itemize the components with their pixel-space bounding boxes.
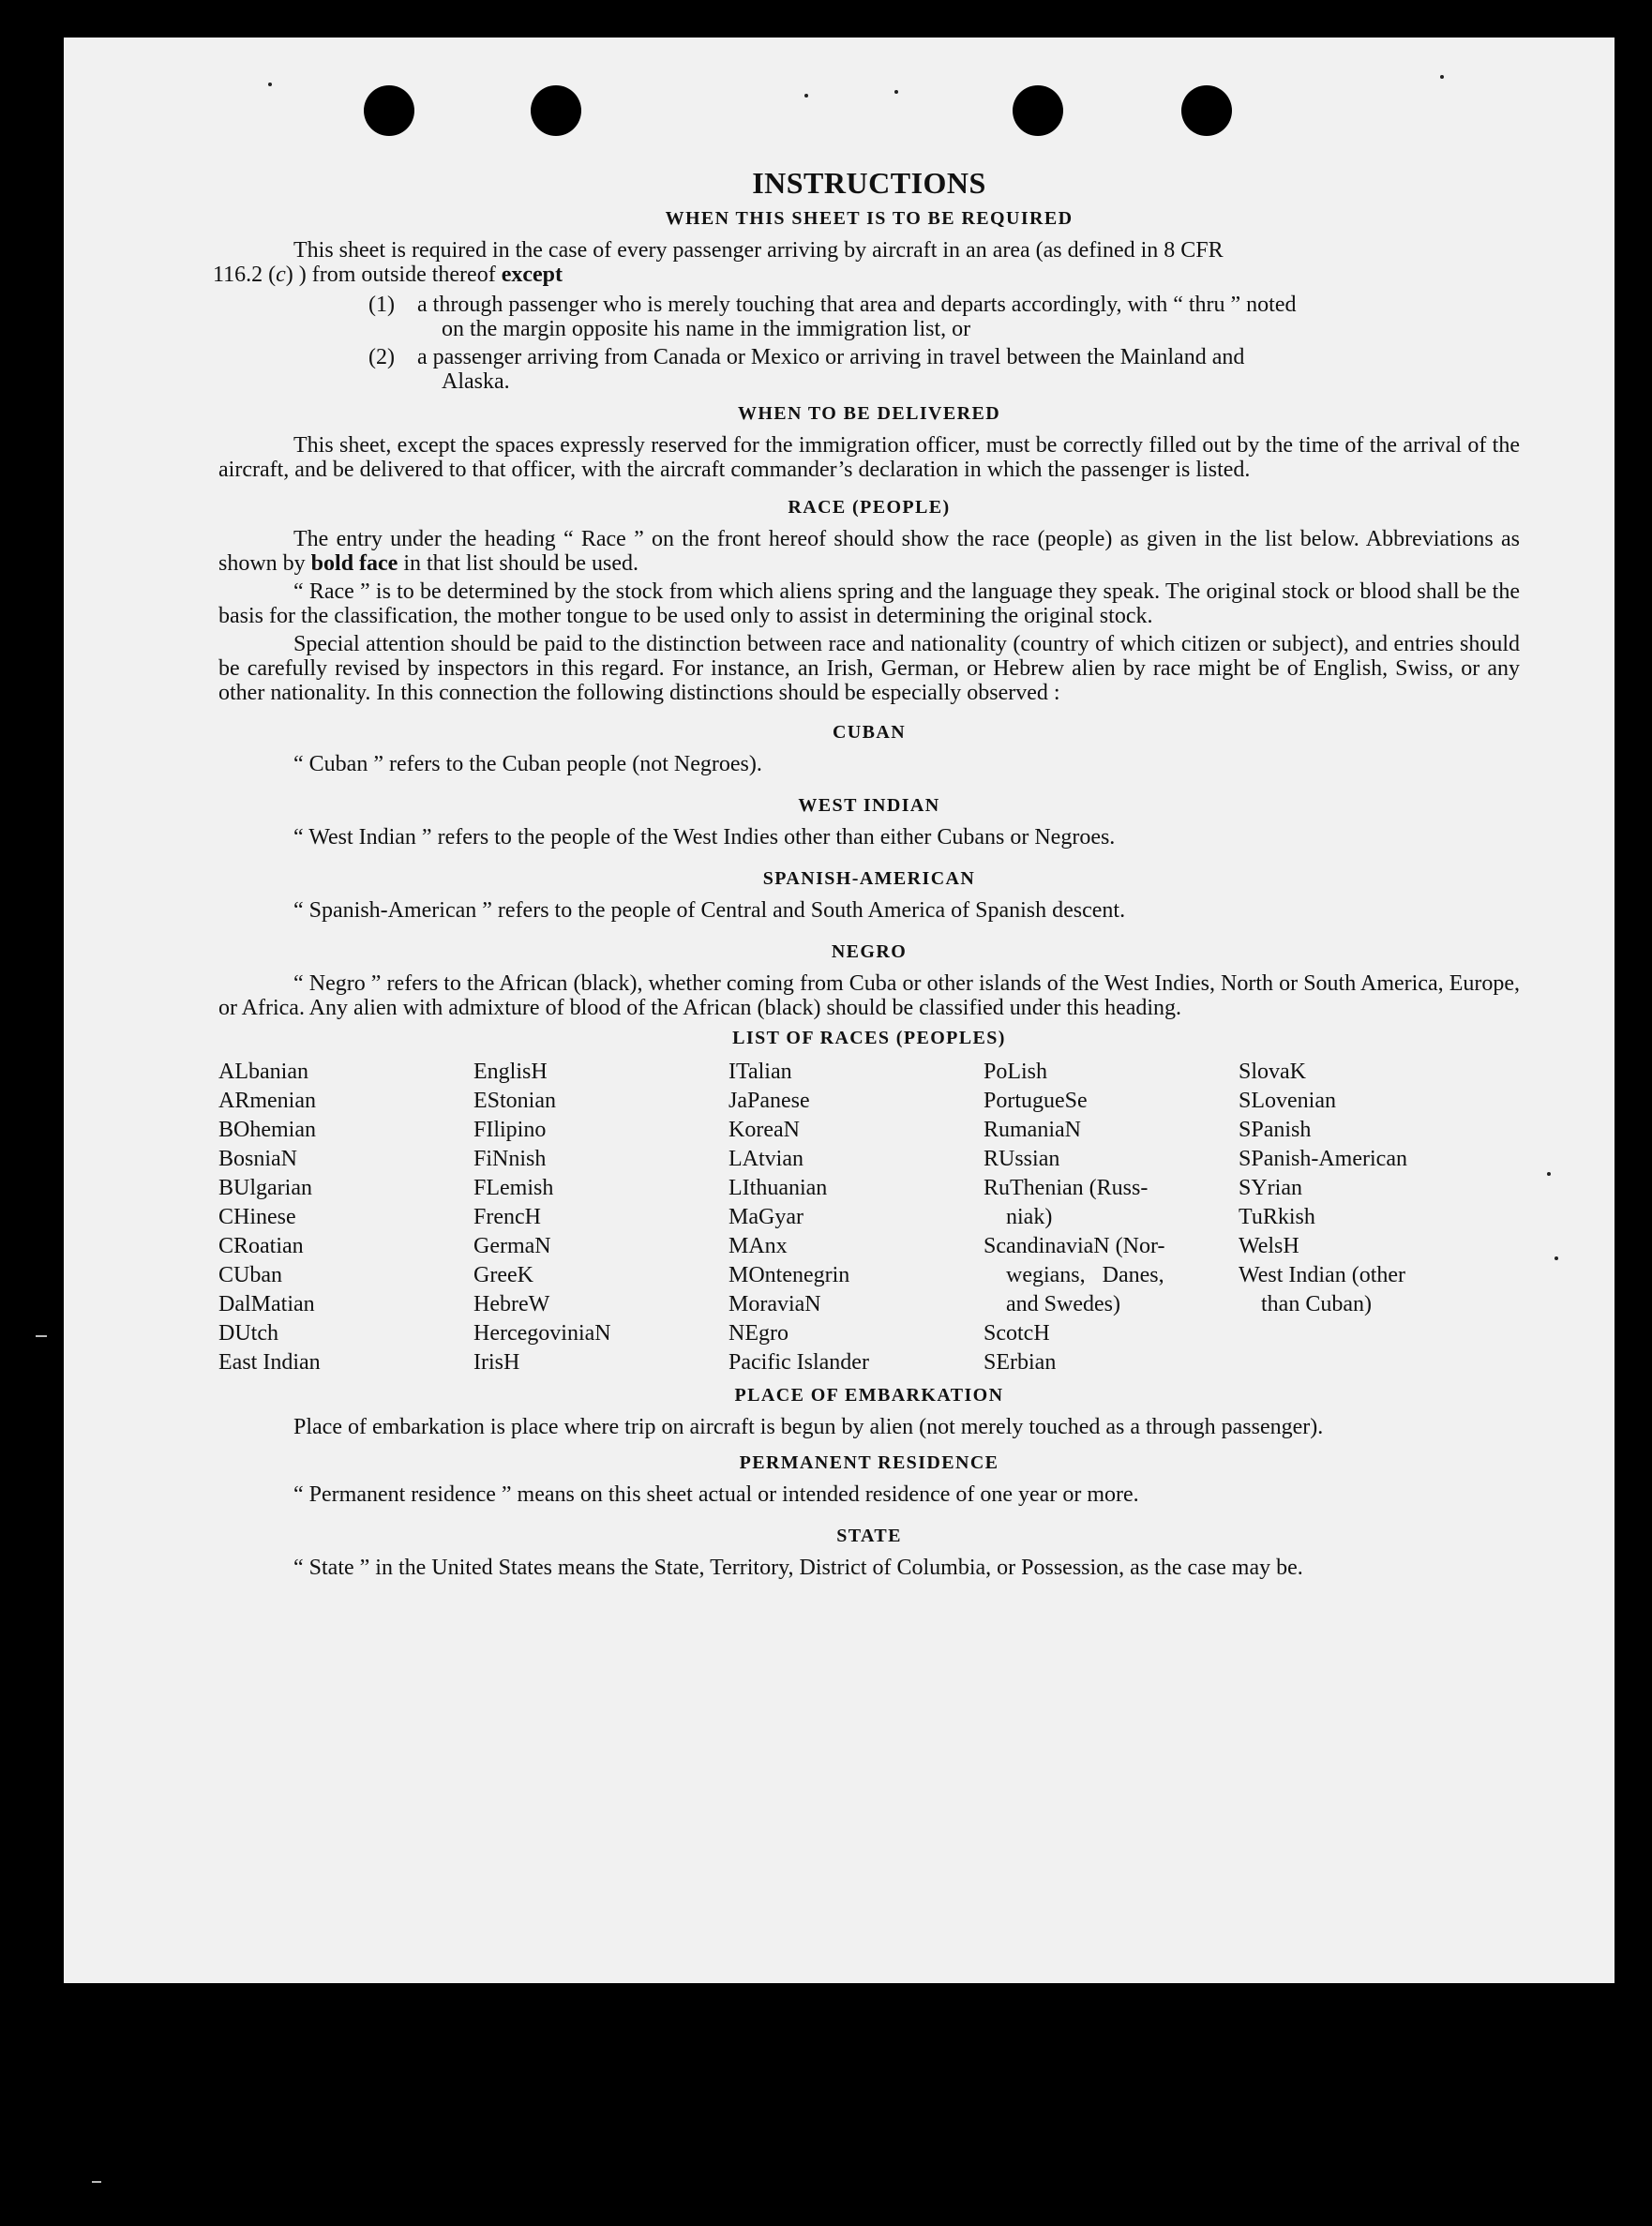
item-text: a passenger arriving from Canada or Mexico or arriving in travel between the Mainland and [417, 345, 1245, 369]
cfr-ref: 116.2 ( [213, 263, 277, 287]
speck [1547, 1172, 1551, 1176]
document-page [64, 38, 1614, 1983]
race-p1-text: The entry under the heading “ Race ” on the front hereof should show the race (people) as given in the list below. Abbreviations as shown by [218, 527, 1520, 576]
races-column-5 [1239, 1058, 1520, 1377]
heading-when-required: WHEN THIS SHEET IS TO BE REQUIRED [665, 208, 1074, 229]
punch-hole [1013, 85, 1063, 136]
race-p1-text-end: in that list should be used. [398, 551, 638, 576]
list-item: WelsH [1239, 1234, 1299, 1258]
except-text: except [501, 263, 563, 287]
list-item: TuRkish [1239, 1205, 1315, 1229]
speck [804, 94, 808, 98]
spanish-american-text: “ Spanish-American ” refers to the people of Central and South America of Spanish descent. [293, 898, 1126, 923]
heading-list-of-races: LIST OF RACES (PEOPLES) [732, 1028, 1006, 1048]
speck [268, 83, 272, 86]
list-item: EStonian [473, 1089, 556, 1113]
list-item: RumaniaN [984, 1118, 1081, 1142]
list-item: FIlipino [473, 1118, 547, 1142]
intro-text: ) ) from outside thereof [285, 263, 502, 287]
intro-line-2 [213, 263, 1520, 287]
list-item: MaGyar [728, 1205, 803, 1229]
race-paragraph-1 [218, 527, 1520, 576]
list-item: ALbanian [218, 1060, 308, 1084]
list-item: DalMatian [218, 1292, 315, 1316]
list-item [218, 345, 1520, 394]
intro-line-1: This sheet is required in the case of every passenger arriving by aircraft in an area (as defined in 8 CFR [293, 238, 1224, 263]
list-item: SLovenian [1239, 1089, 1336, 1113]
races-column-3 [728, 1058, 984, 1377]
races-column-2 [473, 1058, 728, 1377]
list-item: IrisH [473, 1350, 520, 1375]
heading-race: RACE (PEOPLE) [788, 497, 951, 518]
cfr-ref-c: c [276, 263, 286, 287]
heading-negro: NEGRO [831, 941, 908, 962]
residence-text: “ Permanent residence ” means on this sheet actual or intended residence of one year or more. [293, 1482, 1139, 1507]
list-item: than Cuban) [1261, 1292, 1372, 1316]
instructions-content [213, 165, 1520, 1584]
list-item: East Indian [218, 1350, 321, 1375]
list-item: FiNnish [473, 1147, 547, 1171]
embarkation-text: Place of embarkation is place where trip on aircraft is begun by alien (not merely touched as a through passenger). [293, 1415, 1324, 1439]
heading-west-indian: WEST INDIAN [798, 795, 940, 816]
list-item [218, 293, 1520, 341]
list-item: BUlgarian [218, 1176, 312, 1200]
list-item: LAtvian [728, 1147, 803, 1171]
list-item: West Indian (other [1239, 1263, 1406, 1287]
list-item: ScotcH [984, 1321, 1050, 1346]
margin-mark [92, 2181, 101, 2183]
list-item: MAnx [728, 1234, 788, 1258]
punch-hole [364, 85, 414, 136]
list-item: RuThenian (Russ- [984, 1176, 1149, 1200]
list-item: Pacific Islander [728, 1350, 869, 1375]
margin-mark [36, 1335, 47, 1337]
list-item: ITalian [728, 1060, 792, 1084]
list-item: SYrian [1239, 1176, 1302, 1200]
when-required-intro [213, 238, 1520, 287]
bold-face-text: bold face [310, 551, 398, 576]
list-item: ScandinaviaN (Nor- [984, 1234, 1165, 1258]
negro-text: “ Negro ” refers to the African (black), whether coming from Cuba or other islands of the West Indies, North or South America, Europe, or Africa. Any alien with admixture of blood of the African (black) should be classified under this heading. [218, 971, 1520, 1020]
list-item: ARmenian [218, 1089, 316, 1113]
list-item: FLemish [473, 1176, 554, 1200]
heading-permanent-residence: PERMANENT RESIDENCE [739, 1452, 999, 1473]
list-item: KoreaN [728, 1118, 800, 1142]
list-item: wegians, Danes, [1006, 1263, 1164, 1287]
when-delivered-text: This sheet, except the spaces expressly reserved for the immigration officer, must be correctly filled out by the time of the arrival of the aircraft, and be delivered to that officer, with the aircraft commander’s declaration in which the passenger is listed. [218, 433, 1520, 482]
list-item: GreeK [473, 1263, 533, 1287]
list-item: SlovaK [1239, 1060, 1306, 1084]
heading-state: STATE [836, 1526, 902, 1546]
list-item: JaPanese [728, 1089, 810, 1113]
list-item: FrencH [473, 1205, 541, 1229]
list-item: PortugueSe [984, 1089, 1088, 1113]
list-item: SErbian [984, 1350, 1057, 1375]
page-title: INSTRUCTIONS [752, 166, 986, 200]
list-item: MOntenegrin [728, 1263, 850, 1287]
item-number: (1) [368, 293, 395, 317]
list-item: MoraviaN [728, 1292, 821, 1316]
list-item: DUtch [218, 1321, 278, 1346]
speck [1554, 1256, 1558, 1260]
item-text-cont: Alaska. [442, 369, 510, 394]
punch-hole [531, 85, 581, 136]
list-item: PoLish [984, 1060, 1048, 1084]
list-item: and Swedes) [1006, 1292, 1120, 1316]
heading-place-of-embarkation: PLACE OF EMBARKATION [734, 1385, 1004, 1406]
list-item: LIthuanian [728, 1176, 828, 1200]
item-text-cont: on the margin opposite his name in the immigration list, or [442, 317, 971, 341]
list-item: BOhemian [218, 1118, 316, 1142]
state-text: “ State ” in the United States means the State, Territory, District of Columbia, or Possession, as the case may be. [293, 1556, 1303, 1580]
list-item: HercegoviniaN [473, 1321, 611, 1346]
list-item: BosniaN [218, 1147, 297, 1171]
races-column-1 [218, 1058, 473, 1377]
heading-spanish-american: SPANISH-AMERICAN [762, 868, 976, 889]
cuban-text: “ Cuban ” refers to the Cuban people (not Negroes). [293, 752, 762, 776]
race-paragraph-3: Special attention should be paid to the distinction between race and nationality (country of which citizen or subject), and entries should be carefully revised by inspectors in this regard. For instance, an Irish, German, or Hebrew alien by race might be of English, Swiss, or any other nationality. In this connection the following distinctions should be especially observed : [218, 632, 1520, 705]
list-item: HebreW [473, 1292, 550, 1316]
speck [894, 90, 898, 94]
races-column-4 [984, 1058, 1239, 1377]
west-indian-text: “ West Indian ” refers to the people of the West Indies other than either Cubans or Negroes. [293, 825, 1116, 850]
heading-when-delivered: WHEN TO BE DELIVERED [737, 403, 1001, 424]
race-paragraph-2: “ Race ” is to be determined by the stock from which aliens spring and the language they speak. The original stock or blood shall be the basis for the classification, the mother tongue to be used only to assist in determining the original stock. [218, 579, 1520, 628]
list-item: SPanish [1239, 1118, 1312, 1142]
punch-hole [1181, 85, 1232, 136]
heading-cuban: CUBAN [832, 722, 907, 743]
list-item: GermaN [473, 1234, 551, 1258]
item-text: a through passenger who is merely touching that area and departs accordingly, with “ thru ” noted [417, 293, 1297, 317]
list-item: NEgro [728, 1321, 788, 1346]
list-item: CUban [218, 1263, 282, 1287]
list-item: EnglisH [473, 1060, 548, 1084]
list-item: RUssian [984, 1147, 1060, 1171]
races-list [218, 1058, 1520, 1377]
list-item: CRoatian [218, 1234, 304, 1258]
list-item: SPanish-American [1239, 1147, 1407, 1171]
item-number: (2) [368, 345, 395, 369]
list-item: CHinese [218, 1205, 296, 1229]
speck [1440, 75, 1444, 79]
list-item: niak) [1006, 1205, 1053, 1229]
